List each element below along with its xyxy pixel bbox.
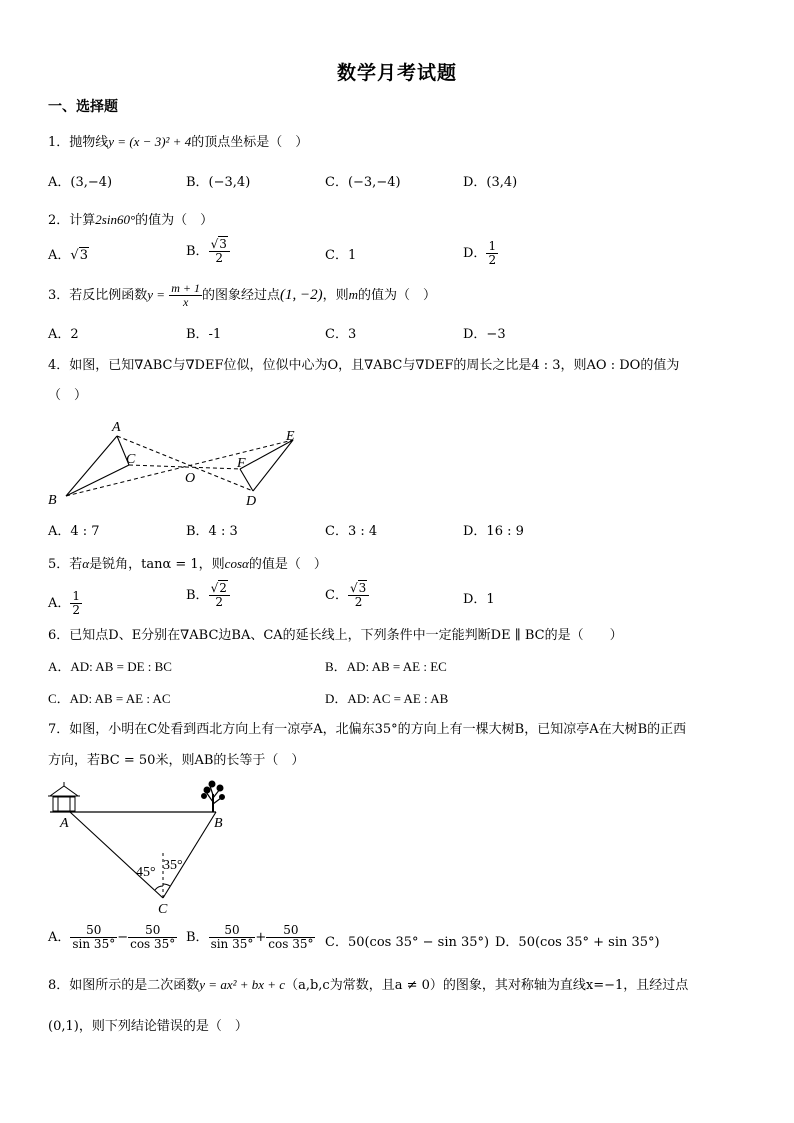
q3-option-a[interactable]: A．2 bbox=[48, 327, 79, 342]
q7-label-C: C bbox=[158, 902, 168, 917]
q4-label-O: O bbox=[185, 471, 196, 486]
q3-point: (1, −2) bbox=[280, 287, 323, 303]
page-title: 数学月考试题 bbox=[336, 62, 457, 84]
q4-option-c[interactable]: C．3 : 4 bbox=[325, 524, 378, 539]
question-2 bbox=[48, 211, 213, 230]
q8-expr: y = ax² + bx + c bbox=[199, 977, 286, 992]
question-3: 3．若反比例函数y = $\frac{m + 1}{x}$ 的图象经过点(1, −2)，则m的值为（ ） bbox=[48, 281, 437, 309]
question-8-line1: 8．如图所示的是二次函数y = ax² + bx + c（a,b,c为常数，且a ≠ 0）的图象，其对称轴为直线x=−1，且经过点 bbox=[48, 977, 689, 993]
q7-edge-BC bbox=[163, 812, 216, 898]
question-8-line2: (0,1)，则下列结论错误的是（ ） bbox=[48, 1019, 248, 1034]
question-5: 5．若α是锐角，tanα = 1，则cosα的值是（ ） bbox=[48, 556, 327, 572]
question-7-line1: 7．如图，小明在C处看到西北方向上有一凉亭A，北偏东35°的方向上有一棵大树B，已知凉亭A在大树B的正西 bbox=[48, 722, 687, 737]
q2-expr: 2sin60° bbox=[95, 212, 136, 227]
q4-label-D: D bbox=[246, 494, 257, 509]
q4-figure bbox=[40, 415, 320, 515]
q4-label-A: A bbox=[112, 420, 121, 435]
q7-label-35: 35° bbox=[163, 858, 183, 873]
question-4-line2: （ ） bbox=[48, 388, 88, 403]
q7-edge-AC bbox=[70, 812, 163, 898]
q7-angle-arc-45 bbox=[155, 886, 163, 890]
q4-label-F: F bbox=[237, 456, 246, 471]
q2-tail: 的值为（ ） bbox=[135, 213, 214, 228]
q1-expr: y = (x − 3)² + 4 bbox=[108, 134, 192, 149]
q4-edge-BC bbox=[66, 465, 129, 496]
q2-option-c[interactable]: C．1 bbox=[325, 248, 357, 263]
q7-option-d[interactable]: D．50(cos 35° + sin 35°) bbox=[495, 935, 660, 950]
q2-d-fraction: $\frac{1}{2}$ bbox=[488, 239, 497, 267]
q5-option-c[interactable]: C． $\frac{√3}{2}$ bbox=[325, 582, 369, 609]
q7-option-a[interactable]: A． $\frac{50}{\sin 35^\circ}$ − $\frac{50}{\cos 35^\circ}$ bbox=[48, 923, 176, 951]
q6-option-a[interactable]: A．AD: AB = DE : BC bbox=[48, 659, 172, 674]
q4-option-a[interactable]: A．4 : 7 bbox=[48, 524, 100, 539]
q3-option-b[interactable]: B．-1 bbox=[186, 327, 222, 342]
q1-tail: 的顶点坐标是（ ） bbox=[191, 135, 309, 150]
q5-option-b[interactable]: B． $\frac{√2}{2}$ bbox=[186, 582, 230, 609]
q7-option-c[interactable]: C．50(cos 35° − sin 35°) bbox=[325, 935, 490, 950]
q5-option-d[interactable]: D．1 bbox=[463, 592, 495, 607]
q2-stem: 2．计算 bbox=[48, 213, 96, 228]
q2-option-b[interactable]: B． $\frac{√3}{2}$ bbox=[186, 238, 230, 265]
q6-option-b[interactable]: B．AD: AB = AE : EC bbox=[325, 659, 447, 674]
q2-option-a[interactable]: A．√3 bbox=[48, 248, 88, 263]
q7-figure bbox=[40, 780, 240, 920]
q7-option-b[interactable]: B． $\frac{50}{\sin 35^\circ}$ + $\frac{50}{\cos 35^\circ}$ bbox=[186, 923, 314, 951]
q1-option-d[interactable]: D．(3,4) bbox=[463, 175, 518, 190]
q2-a-radicand: 3 bbox=[79, 248, 88, 263]
pavilion-icon bbox=[48, 782, 80, 812]
q7-label-45: 45° bbox=[136, 865, 156, 880]
q4-edge-DF bbox=[240, 469, 253, 491]
q3-fraction: $\frac{m + 1}{x}$ bbox=[171, 281, 200, 309]
q2-option-d[interactable]: D． $\frac{1}{2}$ bbox=[463, 239, 497, 267]
q7-label-B: B bbox=[214, 816, 223, 831]
question-4-line1: 4．如图，已知∇ABC与∇DEF位似，位似中心为O，且∇ABC与∇DEF的周长之比是4 : 3，则AO : DO的值为 bbox=[48, 358, 680, 373]
q6-option-d[interactable]: D．AD: AC = AE : AB bbox=[325, 691, 449, 706]
q2-b-fraction: $\frac{√3}{2}$ bbox=[209, 238, 230, 265]
question-6: 6．已知点D、E分别在∇ABC边BA、CA的延长线上，下列条件中一定能判断DE ∥ BC的是（ ） bbox=[48, 628, 623, 643]
q3-option-c[interactable]: C．3 bbox=[325, 327, 357, 342]
q4-option-d[interactable]: D．16 : 9 bbox=[463, 524, 524, 539]
q4-label-B: B bbox=[48, 493, 57, 508]
q3-option-d[interactable]: D．−3 bbox=[463, 327, 506, 342]
q1-stem: 1．抛物线 bbox=[48, 135, 109, 150]
section-heading: 一、选择题 bbox=[48, 99, 118, 115]
q1-option-c[interactable]: C．(−3,−4) bbox=[325, 175, 401, 190]
q4-option-b[interactable]: B．4 : 3 bbox=[186, 524, 238, 539]
question-1 bbox=[48, 133, 308, 152]
q4-label-E: E bbox=[286, 429, 295, 444]
q4-edge-AB bbox=[66, 436, 117, 496]
q6-option-c[interactable]: C．AD: AB = AE : AC bbox=[48, 691, 171, 706]
q4-edge-EF bbox=[240, 440, 293, 469]
q7-angle-arc-35 bbox=[163, 884, 170, 886]
q1-option-a[interactable]: A．(3,−4) bbox=[48, 175, 113, 190]
q1-option-b[interactable]: B．(−3,4) bbox=[186, 175, 251, 190]
q4-dash-BE bbox=[66, 440, 293, 496]
q4-label-C: C bbox=[126, 452, 136, 467]
q4-edge-ED bbox=[253, 440, 293, 491]
q7-label-A: A bbox=[60, 816, 69, 831]
tree-icon bbox=[202, 781, 225, 812]
question-7-line2: 方向，若BC = 50米，则AB的长等于（ ） bbox=[48, 753, 305, 768]
q5-option-a[interactable]: A． $\frac{1}{2}$ bbox=[48, 589, 81, 617]
